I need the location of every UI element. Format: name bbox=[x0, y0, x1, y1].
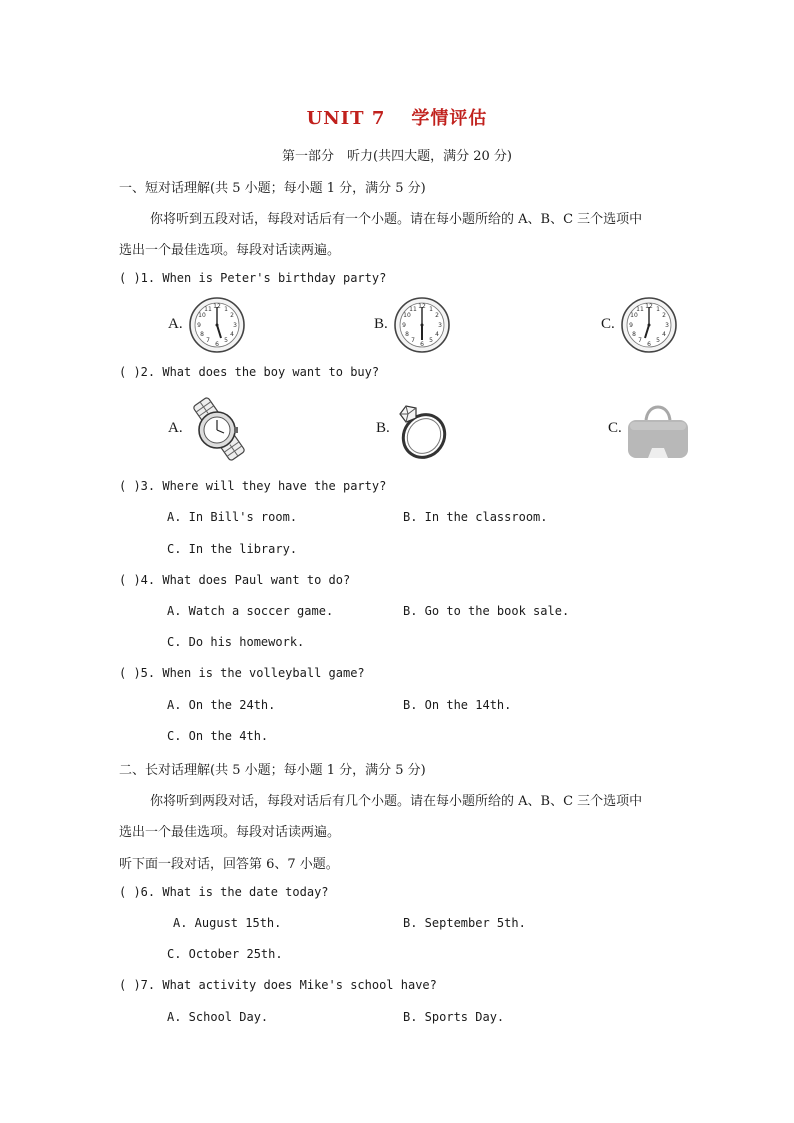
q1-label-c: C. bbox=[601, 316, 615, 332]
page-title bbox=[0, 104, 794, 130]
section1-instruction-2: 选出一个最佳选项。每段对话读两遍。 bbox=[119, 243, 341, 258]
svg-text:10: 10 bbox=[403, 312, 411, 319]
svg-text:5: 5 bbox=[429, 337, 433, 344]
svg-text:6: 6 bbox=[215, 341, 219, 348]
q4-option-c: C. Do his homework. bbox=[167, 635, 305, 649]
q4-option-b: B. Go to the book sale. bbox=[403, 604, 570, 618]
q7-option-a: A. School Day. bbox=[167, 1010, 269, 1024]
q3-option-a: A. In Bill's room. bbox=[167, 510, 298, 524]
svg-text:8: 8 bbox=[632, 331, 636, 338]
q2-label-b: B. bbox=[376, 420, 390, 436]
question-1-stem: ( )1. When is Peter's birthday party? bbox=[119, 271, 387, 285]
question-5-stem: ( )5. When is the volleyball game? bbox=[119, 666, 365, 680]
svg-text:10: 10 bbox=[198, 312, 206, 319]
svg-text:1: 1 bbox=[656, 306, 660, 313]
svg-text:1: 1 bbox=[429, 306, 433, 313]
clock-icon bbox=[620, 296, 678, 354]
part-subtitle: 第一部分 听力(共四大题，满分 20 分) bbox=[282, 149, 512, 164]
svg-text:2: 2 bbox=[230, 312, 234, 319]
clock-icon bbox=[393, 296, 451, 354]
svg-text:8: 8 bbox=[405, 331, 409, 338]
svg-text:12: 12 bbox=[213, 303, 221, 310]
section2-instruction-1: 你将听到两段对话，每段对话后有几个小题。请在每小题所给的 A、B、C 三个选项中 bbox=[150, 794, 643, 809]
svg-text:9: 9 bbox=[402, 322, 406, 329]
q6-option-c: C. October 25th. bbox=[167, 947, 283, 961]
svg-text:3: 3 bbox=[665, 322, 669, 329]
svg-text:5: 5 bbox=[656, 337, 660, 344]
svg-text:2: 2 bbox=[435, 312, 439, 319]
svg-text:3: 3 bbox=[438, 322, 442, 329]
svg-text:9: 9 bbox=[197, 322, 201, 329]
svg-text:2: 2 bbox=[662, 312, 666, 319]
section2-listen-note: 听下面一段对话，回答第 6、7 小题。 bbox=[119, 857, 339, 872]
svg-text:4: 4 bbox=[435, 331, 439, 338]
svg-text:1: 1 bbox=[224, 306, 228, 313]
question-3-stem: ( )3. Where will they have the party? bbox=[119, 479, 387, 493]
q1-label-a: A. bbox=[168, 316, 183, 332]
q7-option-b: B. Sports Day. bbox=[403, 1010, 505, 1024]
svg-text:4: 4 bbox=[230, 331, 234, 338]
clock-icon bbox=[188, 296, 246, 354]
question-4-stem: ( )4. What does Paul want to do? bbox=[119, 573, 351, 587]
unit-name: 学情评估 bbox=[411, 108, 488, 129]
svg-text:5: 5 bbox=[224, 337, 228, 344]
unit-label: UNIT 7 bbox=[306, 108, 386, 129]
svg-text:10: 10 bbox=[630, 312, 638, 319]
q4-option-a: A. Watch a soccer game. bbox=[167, 604, 334, 618]
svg-text:7: 7 bbox=[638, 337, 642, 344]
watch-icon bbox=[186, 396, 252, 462]
question-7-stem: ( )7. What activity does Mike's school have? bbox=[119, 978, 437, 992]
q3-option-b: B. In the classroom. bbox=[403, 510, 548, 524]
svg-text:6: 6 bbox=[647, 341, 651, 348]
svg-text:7: 7 bbox=[411, 337, 415, 344]
svg-text:11: 11 bbox=[409, 306, 417, 313]
q5-option-b: B. On the 14th. bbox=[403, 698, 512, 712]
q6-option-a: A. August 15th. bbox=[173, 916, 282, 930]
section2-heading: 二、长对话理解(共 5 小题；每小题 1 分，满分 5 分) bbox=[119, 763, 426, 778]
q5-option-c: C. On the 4th. bbox=[167, 729, 269, 743]
q1-label-b: B. bbox=[374, 316, 388, 332]
q2-label-c: C. bbox=[608, 420, 622, 436]
question-2-stem: ( )2. What does the boy want to buy? bbox=[119, 365, 380, 379]
question-6-stem: ( )6. What is the date today? bbox=[119, 885, 329, 899]
svg-text:11: 11 bbox=[636, 306, 644, 313]
q2-label-a: A. bbox=[168, 420, 183, 436]
svg-text:9: 9 bbox=[629, 322, 633, 329]
svg-text:12: 12 bbox=[645, 303, 653, 310]
bag-icon bbox=[626, 398, 690, 460]
svg-text:12: 12 bbox=[418, 303, 426, 310]
svg-text:3: 3 bbox=[233, 322, 237, 329]
svg-text:7: 7 bbox=[206, 337, 210, 344]
q6-option-b: B. September 5th. bbox=[403, 916, 526, 930]
q5-option-a: A. On the 24th. bbox=[167, 698, 276, 712]
ring-icon bbox=[394, 398, 452, 460]
section2-instruction-2: 选出一个最佳选项。每段对话读两遍。 bbox=[119, 825, 341, 840]
section1-instruction-1: 你将听到五段对话，每段对话后有一个小题。请在每小题所给的 A、B、C 三个选项中 bbox=[150, 212, 643, 227]
svg-text:6: 6 bbox=[420, 341, 424, 348]
svg-text:4: 4 bbox=[662, 331, 666, 338]
svg-text:8: 8 bbox=[200, 331, 204, 338]
q3-option-c: C. In the library. bbox=[167, 542, 298, 556]
svg-text:11: 11 bbox=[204, 306, 212, 313]
section1-heading: 一、短对话理解(共 5 小题；每小题 1 分，满分 5 分) bbox=[119, 181, 426, 196]
